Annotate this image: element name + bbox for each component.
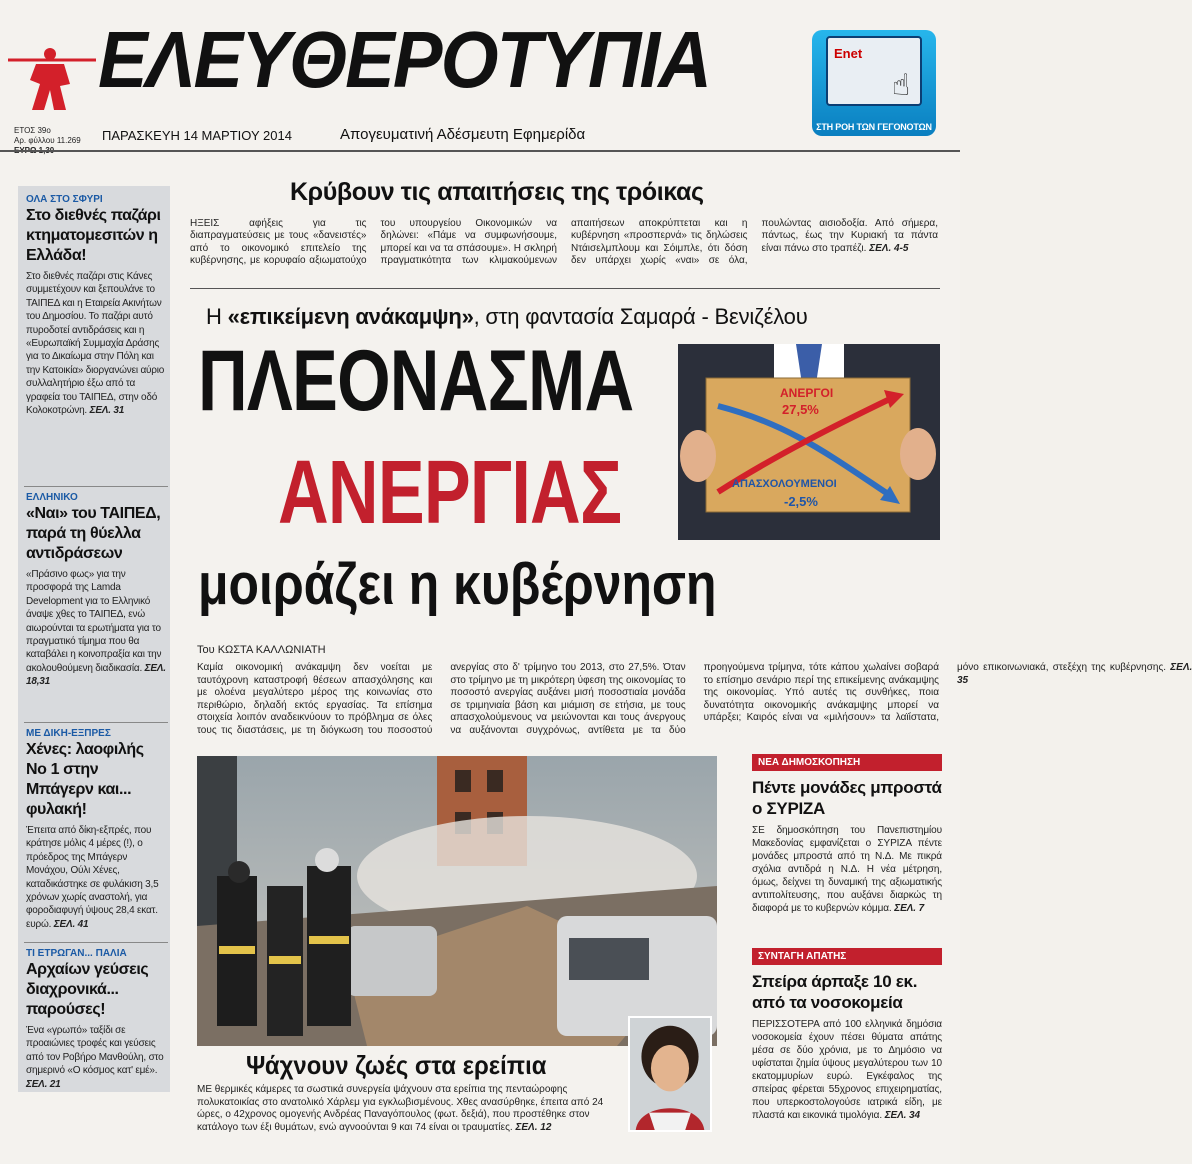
lead-byline: Του ΚΩΣΤΑ ΚΑΛΛΩΝΙΑΤΗ [197,644,326,656]
spear-thrower-logo-icon [6,44,98,114]
enet-screen [826,36,922,106]
sidebar-kicker: ΤΙ ΕΤΡΩΓΑΝ... ΠΑΛΙΑ [26,948,127,959]
sidebar-headline: «Ναι» του ΤΑΙΠΕΔ, παρά τη θύελλα αντιδράσεων [26,505,161,562]
top-story-headline[interactable]: Κρύβουν τις απαιτήσεις της τρόικας [290,178,704,206]
sidebar-story-2[interactable] [26,492,166,689]
sidebar-body: Έπειτα από δίκη-εξπρές, που κράτησε μόλις 4 μέρες (!), ο πρόεδρος της Μπάγερν Μονάχου, Ούλι Χένες, καταδικάστηκε σε φυλάκιση 3,5 χρόνων χωρίς αναστολή, για φοροδιαφυγή ύψους 28,4 εκατ. ευρώ. ΣΕΛ. 41 [26,825,159,930]
page-ref: ΣΕΛ. 7 [894,903,925,914]
photo-story-body: ΜΕ θερμικές κάμερες τα σωστικά συνεργεία ψάχνουν στα ερείπια της πενταώροφης πολυκατοικίας στο ανατολικό Χάρλεμ για εγκλωβισμένους. Χθες ανασύρθηκε, έπειτα από 24 ώρες, ο 42χρονος ομογενής Ανδρέας Παναγόπουλος (φωτ. δεξιά), που προστέθηκε στον κατάλογο των έξι θυμάτων, ενώ αγνοούνται 9 και 74 είναι οι τραυματίες. ΣΕΛ. 12 [197,1084,604,1133]
top-story-body: ΗΞΕΙΣ αφήξεις για τις διαπραγματεύσεις με τους «δανειστές» από το οικονομικό επιτελείο της κυβέρνησης, με κορυφαίο αξιωματούχο του υπουργείου Οικονομικών να δηλώνει: «Πάμε να συμφωνήσουμε, μπορεί και να τα σπάσουμε». Η σκληρή πραγματικότητα των κλιμακούμενων απαιτήσεων αποκρύπτεται και η κυβέρνηση «προσπερνά» τις δηλώσεις Ντάισελμπλουμ και Σόιμπλε, ότι δόση δεν υπάρχει χωρίς «ναι» σε όλα, πουλώντας αισιοδοξία. Από σήμερα, πάντως, έως την Κυριακή τα πάντα είναι πάνω στο τραπέζι. ΣΕΛ. 4-5 [190,218,938,267]
page-ref: ΣΕΛ. 31 [89,405,125,417]
sidebar-headline: Αρχαίων γεύσεις διαχρονικά... παρούσες! [26,961,149,1018]
sidebar-divider [24,942,168,943]
lead-headline-line-2[interactable]: ΑΝΕΡΓΙΑΣ [278,443,622,543]
lead-kicker: Η «επικείμενη ανάκαμψη», στη φαντασία Σαμαρά - Βενιζέλου [206,304,808,329]
right-story-1[interactable] [752,754,942,915]
sidebar-headline: Χένες: λαοφιλής Νο 1 στην Μπάγερν και... φυλακή! [26,741,144,818]
sidebar-story-3[interactable] [26,728,166,931]
rescue-photo[interactable] [197,756,717,1046]
sidebar-headline: Στο διεθνές παζάρι κτηματομεσιτών η Ελλάδα! [26,207,161,264]
sidebar-story-4[interactable] [26,948,166,1091]
left-sidebar [18,186,170,1092]
infographic-employed-label: ΑΠΑΣΧΟΛΟΥΜΕΝΟΙ [732,478,837,490]
right-kicker: ΣΥΝΤΑΓΗ ΑΠΑΤΗΣ [752,948,942,965]
issue-number: Αρ. φύλλου 11.269 [14,136,81,145]
infographic-unemployed-label: ΑΝΕΡΓΟΙ [780,386,834,400]
sidebar-body: Στο διεθνές παζάρι στις Κάνες συμμετέχουν και ξεπουλάνε το ΤΑΙΠΕΔ και η Εταιρεία Ακινήτων του Δημοσίου. Το παζάρι αυτό πυροδοτεί αντιδράσεις και η «Ευρωπαϊκή Συμμαχία Δράσης για το Δικαίωμα στην Πόλη και την Κατοικία» διοργανώνει αύριο συλλαλητήριο έξω από τα γραφεία του ΤΑΙΠΕΔ, στην οδό Κολοκοτρώνη. ΣΕΛ. 31 [26,271,165,417]
sidebar-divider [24,722,168,723]
masthead-title: ΕΛΕΥΘΕΡΟΤΥΠΙΑ [98,15,711,104]
issue-year: ΕΤΟΣ 39ο [14,126,51,135]
victim-portrait [628,1016,712,1132]
lead-headline-line-1[interactable]: ΠΛΕΟΝΑΣΜΑ [198,333,634,429]
page-ref: ΣΕΛ. 35 [956,662,1192,686]
infographic-unemployed-value: 27,5% [782,402,819,417]
sidebar-kicker: ΟΛΑ ΣΤΟ ΣΦΥΡΙ [26,194,103,205]
sidebar-story-1[interactable] [26,194,166,417]
right-headline: Σπείρα άρπαξε 10 εκ. από τα νοσοκομεία [752,972,918,1012]
sidebar-kicker: ΕΛΛΗΝΙΚΟ [26,492,78,503]
sidebar-kicker: ΜΕ ΔΙΚΗ-ΕΞΠΡΕΣ [26,728,111,739]
page-ref: ΣΕΛ. 34 [884,1110,920,1121]
right-story-2[interactable] [752,948,942,1122]
lead-body: Καμία οικονομική ανάκαμψη δεν νοείται με ταυτόχρονη καταστροφή θέσεων απασχόλησης και με ολοένα μεγαλύτερο μέρος της κοινωνίας στο περιθώριο, δηλαδή εκτός εργασίας. Τα επίσημα στοιχεία λοιπόν αναδεικνύουν το πρόβλημα σε όλες τους τις διαστάσεις, με τη διόγκωση του ποσοστού ανεργίας στο δ' τρίμηνο του 2013, στο 27,5%. Όταν στο τρίμηνο με τη μικρότερη ύφεση της οικονομίας το ποσοστό ανεργίας αυξάνει μισή ποσοστιαία μονάδα σε τριμηνιαία βάση και μιάμιση σε ετήσια, με τους απασχολούμενους να μειώνονται και τους άνεργους να αυξάνονται συγχρόνως, αντίθετα με τα δύο προηγούμενα τρίμηνα, τότε κάπου χωλαίνει σοβαρά το επίσημο σενάριο περί της επικείμενης ανάκαμψης της οικονομίας. Υπό αυτές τις συνθήκες, ποια δυνατότητα οικονομικής ανάκαμψης μπορεί να υπάρξει; Καιρός είναι να «μιλήσουν» τα λαϊίστατα, μόνο επικοινωνιακά, στεξέχη της κυβέρνησης. ΣΕΛ. 35 [197,662,1192,736]
page-ref: ΣΕΛ. 18,31 [26,662,166,688]
issue-date: ΠΑΡΑΣΚΕΥΗ 14 ΜΑΡΤΙΟΥ 2014 [102,128,292,143]
photo-story-headline[interactable]: Ψάχνουν ζωές στα ερείπια [246,1050,547,1080]
masthead-tagline: Απογευματινή Αδέσμευτη Εφημερίδα [340,126,586,143]
enet-promo[interactable] [812,30,936,136]
top-story-rule [190,288,940,289]
sidebar-body: «Πράσινο φως» για την προσφορά της Lamda Development για το Ελληνικό άναψε χθες το ΤΑΙΠΕΔ, ενώ αιωρούνται τα ερωτήματα για το πραγματικό τίμημα που θα καταβάλει η κοινοπραξία και την ακολουθούμενη διαδικασία. ΣΕΛ. 18,31 [26,569,166,688]
page-ref: ΣΕΛ. 4-5 [869,242,909,254]
right-body: ΠΕΡΙΣΣΟΤΕΡΑ από 100 ελληνικά δημόσια νοσοκομεία έχουν πέσει θύματα απάτης μέσα σε δύο χρόνια, με το Δημόσιο να υφίσταται ζημία ύψους μεγαλύτερου των 10 εκατομμυρίων ευρώ. Εγκέφαλος της σπείρας φέρεται 55χρονος επιχειρηματίας, που υπερκοστολογούσε ιατρικά είδη, με πλαστά και εικονικά τιμολόγια. ΣΕΛ. 34 [752,1019,942,1121]
right-kicker: ΝΕΑ ΔΗΜΟΣΚΟΠΗΣΗ [752,754,942,771]
lead-headline-line-3[interactable]: μοιράζει η κυβέρνηση [198,552,717,617]
sidebar-body: Ένα «γρωπό» ταξίδι σε προαιώνιες τροφές και γεύσεις από τον Ροβήρο Μανθούλη, στο σημερινό «Ο κόσμος κατ' εμέ». ΣΕΛ. 21 [26,1025,164,1090]
infographic-employed-value: -2,5% [784,494,818,509]
page-ref: ΣΕΛ. 12 [515,1121,552,1133]
page-ref: ΣΕΛ. 21 [26,1078,61,1090]
right-headline: Πέντε μονάδες μπροστά ο ΣΥΡΙΖΑ [752,778,942,818]
sidebar-divider [24,486,168,487]
page-ref: ΣΕΛ. 41 [53,918,89,930]
right-body: ΣΕ δημοσκόπηση του Πανεπιστημίου Μακεδονίας εμφανίζεται ο ΣΥΡΙΖΑ πέντε μονάδες μπροστά από τη Ν.Δ. Με πικρά σχόλια αντιδρά η Ν.Δ. Η νέα μέτρηση, όμως, δείχνει τη δυναμική της αξιωματικής αντιπολίτευσης, που αυξάνει διαρκώς τη διαφορά με το κυβερνών κόμμα. ΣΕΛ. 7 [752,825,942,914]
enet-logo: Enet [834,46,863,61]
unemployment-infographic [678,344,940,540]
hand-cursor-icon: ☝ [892,69,911,102]
enet-caption: ΣΤΗ ΡΟΗ ΤΩΝ ΓΕΓΟΝΟΤΩΝ [816,122,932,132]
masthead-rule [0,150,960,152]
